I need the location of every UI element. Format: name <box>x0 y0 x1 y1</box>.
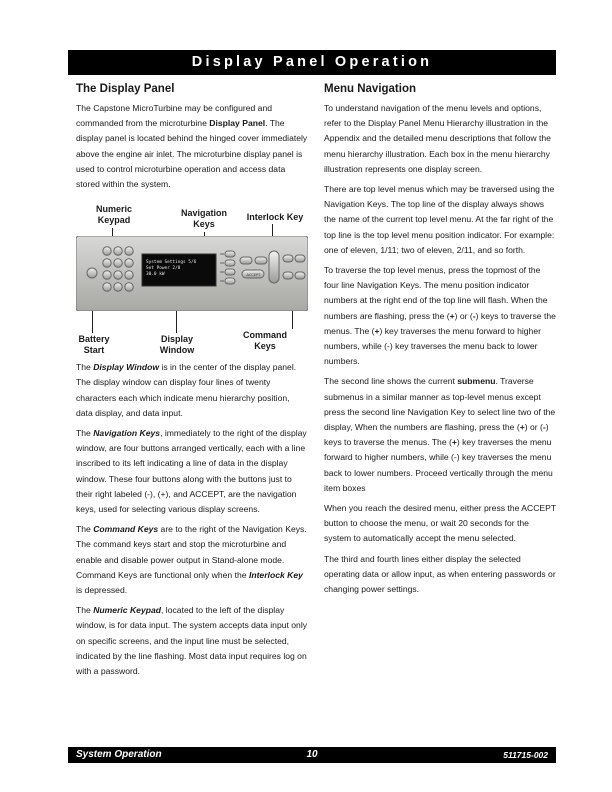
command-keys-paragraph: The Command Keys are to the right of the Navigation Keys. The command keys start and stop the microturbine and enable and disable power output in Stand-alone mode. Command Keys are functional only when the Interlock Key is depressed. <box>76 524 307 596</box>
leader-display <box>176 311 177 333</box>
display-panel-illustration <box>76 236 308 311</box>
label-display-window: Display Window <box>159 334 195 356</box>
display-panel-heading: The Display Panel <box>76 83 175 95</box>
screen-line-3: 30.0 kW <box>146 272 165 278</box>
numeric-keypad-paragraph: The Numeric Keypad, located to the left of the display window, is for data input. The system accepts data input only on specific screens, and the input line must be selected, indicated by the line flashing. Most data input requires log on with a password. <box>76 605 308 677</box>
navigation-keys-paragraph: The Navigation Keys, immediately to the right of the display window, are four buttons arranged vertically, each with a line inscribed to its left indicating a line of data in the display window. These four buttons along with the buttons just to their right labeled (-), (+), and ACCEPT, are the navigation keys, used for selecting various display screens. <box>76 428 307 515</box>
document-number: 511715-002 <box>503 750 548 760</box>
menu-nav-paragraph-2: There are top level menus which may be traversed using the Navigation Keys. The top line of the display always shows the name of the current top level menu. At the far right of the top line is the top level menu position indicator. For example: one of eleven, 1/11; two of eleven, 2/11, and so forth. <box>324 184 555 255</box>
screen-line-1: System Settings 5/6 <box>146 260 197 266</box>
footer-section-title: System Operation <box>76 749 162 760</box>
menu-nav-paragraph-3: To traverse the top level menus, press the topmost of the four line Navigation Keys. The menu position indicator numbers at the right end of the top line will flash. When the numbers are flashing, press the (+) or (-) keys to traverse the menus. The (+) key traverses the menu forward to higher numbers, while (-) key traverses the menu back to lower numbers. <box>324 265 556 367</box>
label-navigation-keys: Navigation Keys <box>180 208 227 230</box>
screen-line-2: Set Power 2/8 <box>146 266 181 272</box>
right-column <box>324 80 556 602</box>
menu-navigation-heading: Menu Navigation <box>324 83 417 95</box>
page-title: Display Panel Operation <box>68 50 556 75</box>
accept-key-label: ACCEPT <box>246 273 261 278</box>
menu-nav-paragraph-6: The third and fourth lines either display the selected operating data or allow input, as when entering passwords or changing power settings. <box>324 553 556 595</box>
footer-bar <box>68 747 556 763</box>
label-command-keys: Command Keys <box>242 330 287 352</box>
display-window-paragraph: The Display Window is in the center of the display panel. The display window can display four lines of twenty characters each which indicate menu hierarchy position, data display, and data input. <box>76 362 297 418</box>
menu-nav-paragraph-1: To understand navigation of the menu levels and options, refer to the Display Panel Menu Hierarchy illustration in the Appendix and the detailed menu descriptions that follow the menu hierarchy illustration. Each box in the menu hierarchy illustration represents one display screen. <box>324 103 551 174</box>
page-number: 10 <box>306 749 318 760</box>
leader-command <box>292 311 293 329</box>
menu-nav-paragraph-4: The second line shows the current submenu. Traverse submenus in a similar manner as top-level menus except press the second line Navigation Key to select line two of the display, When the numbers are flashing, press the (+) or (-) keys to traverse the menus. The (+) key traverses the menu forward to higher numbers, while (-) key traverses the menu back to lower numbers. Proceed vertically through the menu item boxes <box>324 376 556 493</box>
label-interlock-key: Interlock Key <box>246 212 304 223</box>
display-panel-figure <box>76 198 308 356</box>
menu-nav-paragraph-5: When you reach the desired menu, either press the ACCEPT button to choose the menu, or wait 20 seconds for the system to automatically accept the menu selected. <box>324 503 556 544</box>
label-numeric-keypad: Numeric Keypad <box>95 204 132 226</box>
label-battery-start: Battery Start <box>78 334 110 356</box>
left-column <box>76 80 308 684</box>
leader-battery <box>92 311 93 333</box>
display-panel-intro: The Capstone MicroTurbine may be configured and commanded from the microturbine Display Panel. The display panel is located behind the hinged cover immediately above the engine air inlet. The microturbine display panel is used to control microturbine operation and access data stored within the system. <box>76 103 308 190</box>
